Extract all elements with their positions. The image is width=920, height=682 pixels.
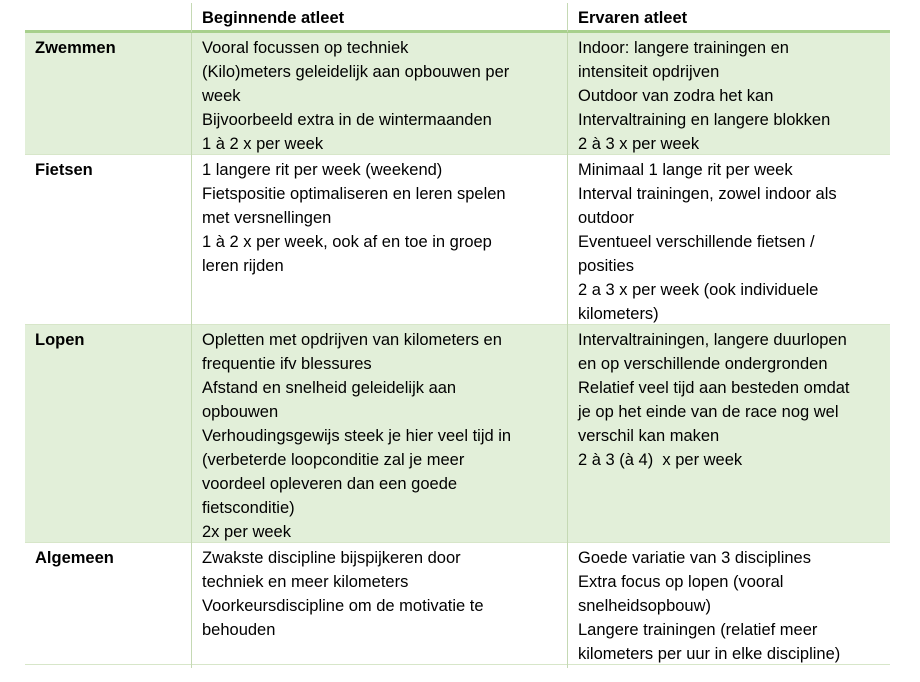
cell-line: frequentie ifv blessures [202, 355, 372, 373]
cell-line: Afstand en snelheid geleidelijk aan [202, 379, 457, 397]
experienced-cell [567, 155, 890, 328]
cell-line: verschil kan maken [578, 427, 720, 445]
header-beginner: Beginnende atleet [191, 3, 567, 32]
cell-line: fietsconditie) [202, 499, 295, 517]
cell-line: Minimaal 1 lange rit per week [578, 161, 793, 179]
cell-line: 1 à 2 x per week, ook af en toe in groep [202, 233, 492, 251]
cell-line: kilometers per uur in elke discipline) [578, 645, 841, 663]
experienced-cell [567, 543, 890, 668]
training-table [25, 3, 890, 665]
row-label: Fietsen [35, 161, 93, 179]
cell-line: Indoor: langere trainingen en [578, 39, 789, 57]
cell-line: je op het einde van de race nog wel [578, 403, 839, 421]
cell-line: (verbeterde loopconditie zal je meer [202, 451, 465, 469]
cell-line: Verhoudingsgewijs steek je hier veel tijd in [202, 427, 512, 445]
cell-line: Eventueel verschillende fietsen / [578, 233, 815, 251]
cell-line: 2 à 3 x per week [578, 135, 700, 153]
cell-line: intensiteit opdrijven [578, 63, 720, 81]
cell-line: Outdoor van zodra het kan [578, 87, 774, 105]
cell-line: opbouwen [202, 403, 279, 421]
table-row-zwemmen [25, 33, 890, 155]
cell-line: techniek en meer kilometers [202, 573, 409, 591]
experienced-cell [567, 325, 890, 546]
cell-line: 1 langere rit per week (weekend) [202, 161, 443, 179]
cell-line: Intervaltraining en langere blokken [578, 111, 831, 129]
cell-line: week [202, 87, 241, 105]
cell-line: 2 a 3 x per week (ook individuele [578, 281, 819, 299]
cell-line: Langere trainingen (relatief meer [578, 621, 818, 639]
experienced-cell [567, 33, 890, 158]
cell-line: Intervaltrainingen, langere duurlopen [578, 331, 847, 349]
cell-line: Relatief veel tijd aan besteden omdat [578, 379, 850, 397]
header-experienced: Ervaren atleet [567, 3, 890, 32]
cell-line: 2 à 3 (à 4) x per week [578, 451, 743, 469]
cell-line: Goede variatie van 3 disciplines [578, 549, 811, 567]
cell-line: posities [578, 257, 634, 275]
cell-line: Bijvoorbeeld extra in de wintermaanden [202, 111, 492, 129]
cell-line: Opletten met opdrijven van kilometers en [202, 331, 502, 349]
beginner-cell [191, 325, 567, 546]
cell-line: en op verschillende ondergronden [578, 355, 828, 373]
header-empty-cell [25, 3, 191, 32]
row-label: Lopen [35, 331, 85, 349]
cell-line: Vooral focussen op techniek [202, 39, 409, 57]
beginner-cell [191, 155, 567, 328]
cell-line: Extra focus op lopen (vooral [578, 573, 784, 591]
cell-line: (Kilo)meters geleidelijk aan opbouwen per [202, 63, 510, 81]
cell-line: leren rijden [202, 257, 284, 275]
cell-line: Zwakste discipline bijspijkeren door [202, 549, 461, 567]
cell-line: 2x per week [202, 523, 291, 541]
table-row-algemeen [25, 543, 890, 665]
beginner-cell [191, 543, 567, 668]
cell-line: outdoor [578, 209, 634, 227]
table-header-row [25, 3, 890, 33]
row-label: Zwemmen [35, 39, 116, 57]
cell-line: kilometers) [578, 305, 659, 323]
table-row-fietsen [25, 155, 890, 325]
beginner-cell [191, 33, 567, 158]
cell-line: Voorkeursdiscipline om de motivatie te [202, 597, 484, 615]
row-label: Algemeen [35, 549, 114, 567]
cell-line: met versnellingen [202, 209, 332, 227]
cell-line: behouden [202, 621, 276, 639]
cell-line: Fietspositie optimaliseren en leren spelen [202, 185, 506, 203]
cell-line: 1 à 2 x per week [202, 135, 324, 153]
cell-line: Interval trainingen, zowel indoor als [578, 185, 837, 203]
cell-line: snelheidsopbouw) [578, 597, 712, 615]
cell-line: voordeel opleveren dan een goede [202, 475, 458, 493]
table-row-lopen [25, 325, 890, 543]
